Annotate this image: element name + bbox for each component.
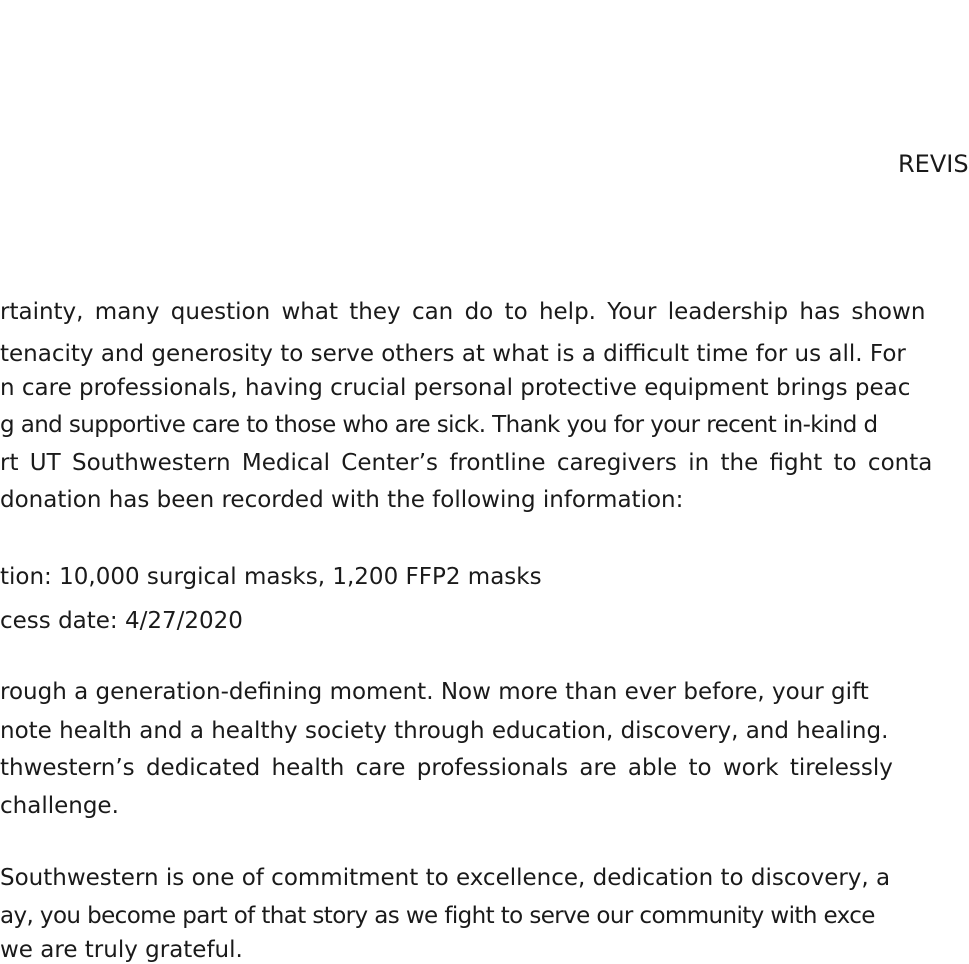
revision-header: REVIS <box>898 150 969 178</box>
paragraph1-line-4: g and supportive care to those who are sick. Thank you for your recent in-kind d <box>0 412 878 438</box>
donation-description: tion: 10,000 surgical masks, 1,200 FFP2 masks <box>0 564 542 590</box>
paragraph2-line-3: thwestern’s dedicated health care professionals are able to work tirelessly <box>0 755 893 781</box>
paragraph3-line-3: we are truly grateful. <box>0 937 243 963</box>
paragraph2-line-4: challenge. <box>0 793 119 819</box>
paragraph1-line-2: tenacity and generosity to serve others at what is a difficult time for us all. For <box>0 341 906 367</box>
paragraph1-line-3: n care professionals, having crucial personal protective equipment brings peac <box>0 375 911 401</box>
paragraph1-line-1: rtainty, many question what they can do to help. Your leadership has shown <box>0 299 926 325</box>
paragraph3-line-2: ay, you become part of that story as we fight to serve our community with exce <box>0 903 875 929</box>
paragraph2-line-1: rough a generation-defining moment. Now more than ever before, your gift <box>0 679 869 705</box>
paragraph1-line-6: donation has been recorded with the following information: <box>0 487 684 513</box>
paragraph2-line-2: note health and a healthy society through education, discovery, and healing. <box>0 718 889 744</box>
paragraph1-line-5: rt UT Southwestern Medical Center’s frontline caregivers in the fight to conta <box>0 450 933 476</box>
donation-date: cess date: 4/27/2020 <box>0 608 243 634</box>
paragraph3-line-1: Southwestern is one of commitment to excellence, dedication to discovery, a <box>0 865 891 891</box>
